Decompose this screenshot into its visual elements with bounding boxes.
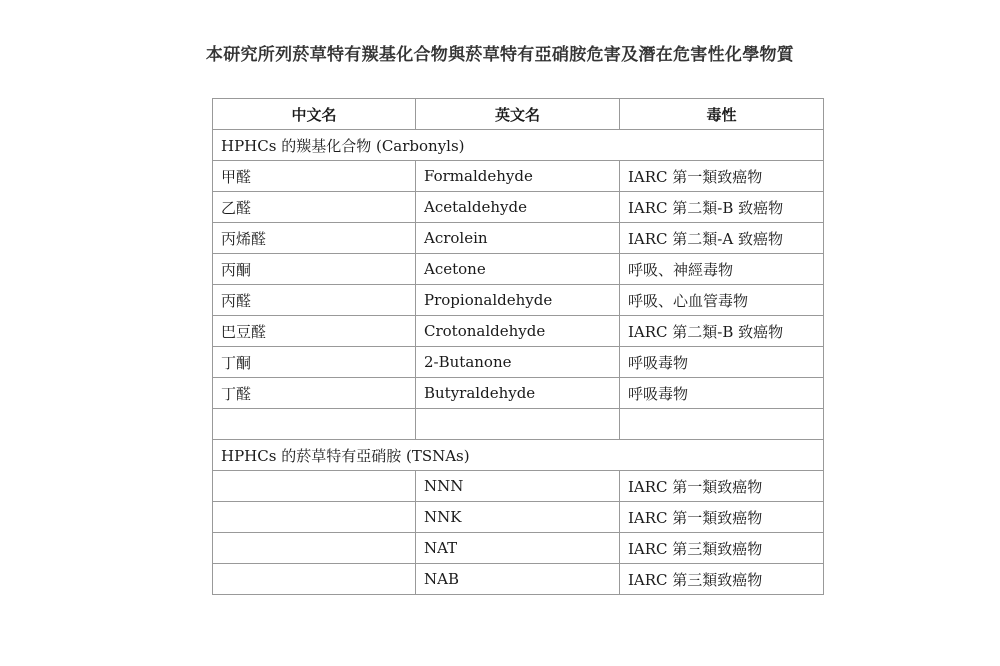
cell-english-name: Acetaldehyde: [416, 192, 620, 223]
table-row: [213, 471, 824, 502]
cell-english-name: 2-Butanone: [416, 347, 620, 378]
table-row: [213, 378, 824, 409]
hphc-table: [212, 98, 824, 595]
cell-toxicity: 呼吸毒物: [620, 378, 824, 409]
table-row: [213, 533, 824, 564]
table-row: [213, 223, 824, 254]
cell-toxicity: IARC 第二類-A 致癌物: [620, 223, 824, 254]
cell-english-name: Propionaldehyde: [416, 285, 620, 316]
cell-english-name: Acetone: [416, 254, 620, 285]
cell-toxicity: IARC 第一類致癌物: [620, 161, 824, 192]
empty-row: [213, 409, 824, 440]
section-title-tsnas: HPHCs 的菸草特有亞硝胺 (TSNAs): [213, 440, 824, 471]
cell-toxicity: 呼吸、神經毒物: [620, 254, 824, 285]
cell-chinese-name: [213, 471, 416, 502]
section-row-carbonyls: [213, 130, 824, 161]
cell-toxicity: IARC 第三類致癌物: [620, 533, 824, 564]
cell-chinese-name: 乙醛: [213, 192, 416, 223]
table-row: [213, 254, 824, 285]
cell-chinese-name: [213, 502, 416, 533]
cell-chinese-name: 丁酮: [213, 347, 416, 378]
cell-english-name: NNK: [416, 502, 620, 533]
cell-toxicity: IARC 第二類-B 致癌物: [620, 192, 824, 223]
cell-chinese-name: 丙醛: [213, 285, 416, 316]
cell-english-name: Crotonaldehyde: [416, 316, 620, 347]
cell-toxicity: IARC 第二類-B 致癌物: [620, 316, 824, 347]
table-row: [213, 316, 824, 347]
column-header-english-name: 英文名: [416, 99, 620, 130]
cell-toxicity: 呼吸、心血管毒物: [620, 285, 824, 316]
column-header-chinese-name: 中文名: [213, 99, 416, 130]
empty-cell: [416, 409, 620, 440]
cell-english-name: Formaldehyde: [416, 161, 620, 192]
section-title-carbonyls: HPHCs 的羰基化合物 (Carbonyls): [213, 130, 824, 161]
cell-english-name: NAT: [416, 533, 620, 564]
cell-chinese-name: 丙酮: [213, 254, 416, 285]
cell-english-name: NNN: [416, 471, 620, 502]
cell-toxicity: IARC 第一類致癌物: [620, 471, 824, 502]
cell-english-name: NAB: [416, 564, 620, 595]
empty-cell: [213, 409, 416, 440]
column-header-toxicity: 毒性: [620, 99, 824, 130]
table-row: [213, 347, 824, 378]
cell-chinese-name: [213, 564, 416, 595]
cell-chinese-name: 巴豆醛: [213, 316, 416, 347]
empty-cell: [620, 409, 824, 440]
cell-english-name: Butyraldehyde: [416, 378, 620, 409]
section-row-tsnas: [213, 440, 824, 471]
page-title: 本研究所列菸草特有羰基化合物與菸草特有亞硝胺危害及潛在危害性化學物質: [205, 45, 795, 65]
table-row: [213, 564, 824, 595]
table-row: [213, 192, 824, 223]
cell-chinese-name: 丙烯醛: [213, 223, 416, 254]
table-row: [213, 502, 824, 533]
cell-toxicity: 呼吸毒物: [620, 347, 824, 378]
table-row: [213, 285, 824, 316]
header-row: [213, 99, 824, 130]
cell-chinese-name: [213, 533, 416, 564]
cell-english-name: Acrolein: [416, 223, 620, 254]
cell-toxicity: IARC 第三類致癌物: [620, 564, 824, 595]
cell-chinese-name: 甲醛: [213, 161, 416, 192]
cell-chinese-name: 丁醛: [213, 378, 416, 409]
cell-toxicity: IARC 第一類致癌物: [620, 502, 824, 533]
table-row: [213, 161, 824, 192]
